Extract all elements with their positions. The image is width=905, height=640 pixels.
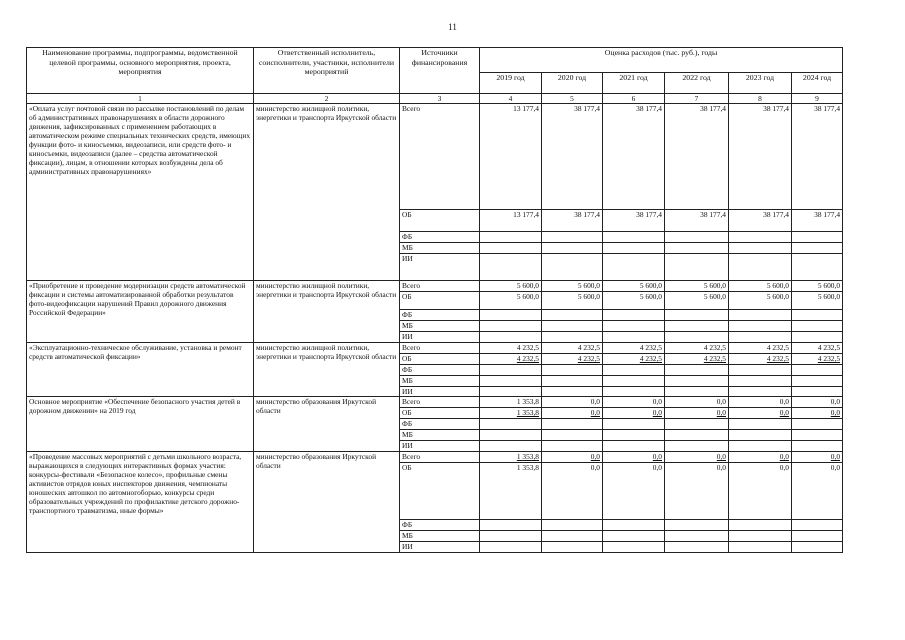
table-row <box>27 452 843 463</box>
value-cell <box>729 332 792 343</box>
value-cell: 5 600,0 <box>480 292 542 310</box>
value-cell: 1 353,8 <box>480 452 542 463</box>
value-cell <box>792 332 843 343</box>
program-name: «Проведение массовых мероприятий с детьми школьного возраста, выражающихся в следующих интерактивных формах участия: конкурсы-фестивали «Безопасное колесо», профильные смены активистов отрядов юных инспекторов движения, чемпионаты юношеских автошкол по автомногоборью, конкурсы среди образовательных учреждений по профилактике детского дорожно-транспортного травматизма, иные формы» <box>27 452 254 553</box>
value-cell: 1 353,8 <box>480 408 542 419</box>
value-cell <box>603 365 665 376</box>
funding-source: Всего <box>400 343 480 354</box>
value-cell <box>542 542 603 553</box>
value-cell: 38 177,4 <box>792 104 843 210</box>
value-cell <box>480 376 542 387</box>
value-cell: 0,0 <box>603 452 665 463</box>
value-cell <box>542 520 603 531</box>
value-cell: 38 177,4 <box>542 104 603 210</box>
value-cell <box>729 542 792 553</box>
funding-source: МБ <box>400 321 480 332</box>
value-cell <box>542 254 603 281</box>
value-cell: 0,0 <box>665 452 729 463</box>
value-cell: 0,0 <box>665 397 729 408</box>
value-cell: 5 600,0 <box>603 281 665 292</box>
value-cell <box>729 321 792 332</box>
value-cell <box>729 376 792 387</box>
value-cell <box>480 321 542 332</box>
header-sources: Источники финансирования <box>400 48 480 94</box>
value-cell <box>542 321 603 332</box>
value-cell: 0,0 <box>603 463 665 520</box>
value-cell: 5 600,0 <box>792 281 843 292</box>
value-cell <box>603 254 665 281</box>
funding-source: ФБ <box>400 365 480 376</box>
value-cell <box>729 441 792 452</box>
value-cell: 5 600,0 <box>665 281 729 292</box>
value-cell: 5 600,0 <box>729 292 792 310</box>
value-cell: 4 232,5 <box>665 343 729 354</box>
value-cell <box>603 243 665 254</box>
value-cell: 4 232,5 <box>603 354 665 365</box>
value-cell <box>665 520 729 531</box>
value-cell <box>603 376 665 387</box>
value-cell: 0,0 <box>665 463 729 520</box>
value-cell: 1 353,8 <box>480 397 542 408</box>
funding-source: МБ <box>400 376 480 387</box>
value-cell: 13 177,4 <box>480 210 542 232</box>
header-year: 2024 год <box>792 73 843 94</box>
value-cell <box>665 376 729 387</box>
funding-source: ФБ <box>400 310 480 321</box>
value-cell <box>603 310 665 321</box>
value-cell <box>480 254 542 281</box>
value-cell <box>542 310 603 321</box>
value-cell <box>792 441 843 452</box>
value-cell: 4 232,5 <box>603 343 665 354</box>
value-cell: 0,0 <box>542 408 603 419</box>
header-year: 2021 год <box>603 73 665 94</box>
value-cell <box>665 387 729 397</box>
column-number: 2 <box>254 94 400 104</box>
value-cell <box>665 310 729 321</box>
value-cell <box>542 376 603 387</box>
value-cell <box>665 332 729 343</box>
value-cell <box>729 232 792 243</box>
program-name: «Приобретение и проведение модернизации средств автоматической фиксации и системы автоматизированной обработки результатов фото-видеофиксации нарушений Правил дорожного движения Российской Федерации» <box>27 281 254 343</box>
value-cell <box>665 365 729 376</box>
value-cell <box>542 365 603 376</box>
value-cell <box>480 332 542 343</box>
value-cell <box>792 376 843 387</box>
value-cell: 13 177,4 <box>480 104 542 210</box>
value-cell <box>480 365 542 376</box>
value-cell <box>480 430 542 441</box>
value-cell <box>792 243 843 254</box>
responsible-executor: министерство жилищной политики, энергетики и транспорта Иркутской области <box>254 104 400 281</box>
value-cell <box>729 387 792 397</box>
header-year: 2022 год <box>665 73 729 94</box>
value-cell <box>665 542 729 553</box>
table-row <box>27 281 843 292</box>
value-cell: 5 600,0 <box>792 292 843 310</box>
value-cell <box>792 542 843 553</box>
value-cell: 4 232,5 <box>792 354 843 365</box>
value-cell: 0,0 <box>729 452 792 463</box>
header-responsible: Ответственный исполнитель, соисполнители, участники, исполнители мероприятий <box>254 48 400 94</box>
value-cell <box>480 542 542 553</box>
value-cell <box>542 430 603 441</box>
column-number: 5 <box>542 94 603 104</box>
funding-source: Всего <box>400 281 480 292</box>
value-cell: 0,0 <box>542 452 603 463</box>
value-cell: 5 600,0 <box>603 292 665 310</box>
value-cell <box>480 520 542 531</box>
value-cell: 4 232,5 <box>480 343 542 354</box>
value-cell <box>480 441 542 452</box>
value-cell <box>542 332 603 343</box>
value-cell: 0,0 <box>792 463 843 520</box>
value-cell: 38 177,4 <box>729 210 792 232</box>
responsible-executor: министерство образования Иркутской области <box>254 397 400 452</box>
funding-source: Всего <box>400 397 480 408</box>
value-cell <box>665 321 729 332</box>
page-number: 11 <box>448 22 457 32</box>
column-number: 8 <box>729 94 792 104</box>
value-cell: 38 177,4 <box>665 104 729 210</box>
value-cell: 1 353,8 <box>480 463 542 520</box>
funding-source: ИИ <box>400 254 480 281</box>
funding-source: ИИ <box>400 387 480 397</box>
funding-source: ФБ <box>400 232 480 243</box>
value-cell <box>792 321 843 332</box>
funding-source: МБ <box>400 430 480 441</box>
responsible-executor: министерство образования Иркутской области <box>254 452 400 553</box>
column-number: 6 <box>603 94 665 104</box>
value-cell <box>603 531 665 542</box>
value-cell <box>729 430 792 441</box>
value-cell: 0,0 <box>729 463 792 520</box>
funding-source: МБ <box>400 531 480 542</box>
value-cell <box>792 520 843 531</box>
value-cell <box>729 419 792 430</box>
value-cell <box>542 441 603 452</box>
responsible-executor: министерство жилищной политики, энергетики и транспорта Иркутской области <box>254 281 400 343</box>
value-cell: 0,0 <box>542 397 603 408</box>
table-row <box>27 104 843 210</box>
value-cell <box>603 520 665 531</box>
value-cell: 0,0 <box>603 408 665 419</box>
value-cell <box>665 430 729 441</box>
value-cell <box>729 243 792 254</box>
value-cell: 0,0 <box>729 397 792 408</box>
value-cell: 38 177,4 <box>603 104 665 210</box>
value-cell <box>665 419 729 430</box>
value-cell: 0,0 <box>792 452 843 463</box>
value-cell <box>792 254 843 281</box>
header-program: Наименование программы, подпрограммы, ведомственной целевой программы, основного мероприятия, проекта, мероприятия <box>27 48 254 94</box>
value-cell: 4 232,5 <box>729 354 792 365</box>
value-cell <box>603 232 665 243</box>
table-row <box>27 397 843 408</box>
value-cell <box>603 332 665 343</box>
value-cell: 0,0 <box>729 408 792 419</box>
value-cell: 5 600,0 <box>480 281 542 292</box>
funding-source: ФБ <box>400 520 480 531</box>
funding-source: Всего <box>400 104 480 210</box>
header-year: 2019 год <box>480 73 542 94</box>
value-cell: 38 177,4 <box>542 210 603 232</box>
value-cell <box>480 387 542 397</box>
table-row <box>27 343 843 354</box>
value-cell <box>480 232 542 243</box>
header-year: 2020 год <box>542 73 603 94</box>
budget-table <box>26 47 843 553</box>
value-cell: 4 232,5 <box>542 343 603 354</box>
value-cell: 4 232,5 <box>792 343 843 354</box>
value-cell: 4 232,5 <box>542 354 603 365</box>
value-cell <box>542 419 603 430</box>
funding-source: ОБ <box>400 210 480 232</box>
value-cell <box>665 531 729 542</box>
value-cell <box>665 254 729 281</box>
value-cell <box>480 310 542 321</box>
value-cell <box>729 310 792 321</box>
value-cell: 0,0 <box>792 397 843 408</box>
value-cell <box>792 365 843 376</box>
value-cell: 4 232,5 <box>729 343 792 354</box>
value-cell <box>603 542 665 553</box>
value-cell <box>792 531 843 542</box>
value-cell: 4 232,5 <box>480 354 542 365</box>
value-cell <box>665 441 729 452</box>
value-cell <box>729 531 792 542</box>
column-number: 1 <box>27 94 254 104</box>
value-cell <box>729 254 792 281</box>
value-cell <box>665 243 729 254</box>
value-cell <box>480 531 542 542</box>
column-number: 7 <box>665 94 729 104</box>
value-cell: 5 600,0 <box>542 281 603 292</box>
funding-source: Всего <box>400 452 480 463</box>
value-cell: 5 600,0 <box>729 281 792 292</box>
value-cell <box>542 531 603 542</box>
funding-source: ОБ <box>400 354 480 365</box>
funding-source: ФБ <box>400 419 480 430</box>
value-cell <box>792 430 843 441</box>
funding-source: МБ <box>400 243 480 254</box>
value-cell: 4 232,5 <box>665 354 729 365</box>
value-cell <box>665 232 729 243</box>
value-cell <box>603 387 665 397</box>
value-cell <box>480 243 542 254</box>
value-cell <box>603 321 665 332</box>
header-estimate: Оценка расходов (тыс. руб.), годы <box>480 48 843 73</box>
program-name: «Оплата услуг почтовой связи по рассылке постановлений по делам об административных правонарушениях в области дорожного движения, зафиксированных с применением работающих в автоматическом режиме специальных технических средств, имеющих функции фото- и киносъемки, видеозаписи, или средств фото- и киносъемки, видеозаписи (далее – средства автоматической фиксации), лицам, в отношении которых возбуждены дела об административных правонарушениях» <box>27 104 254 281</box>
value-cell <box>603 430 665 441</box>
funding-source: ОБ <box>400 408 480 419</box>
value-cell: 38 177,4 <box>729 104 792 210</box>
value-cell <box>542 243 603 254</box>
value-cell: 0,0 <box>792 408 843 419</box>
funding-source: ОБ <box>400 292 480 310</box>
header-year: 2023 год <box>729 73 792 94</box>
funding-source: ИИ <box>400 332 480 343</box>
value-cell: 0,0 <box>542 463 603 520</box>
responsible-executor: министерство жилищной политики, энергетики и транспорта Иркутской области <box>254 343 400 397</box>
funding-source: ИИ <box>400 441 480 452</box>
value-cell <box>792 232 843 243</box>
value-cell <box>603 441 665 452</box>
value-cell <box>480 419 542 430</box>
value-cell <box>792 419 843 430</box>
value-cell: 0,0 <box>603 397 665 408</box>
value-cell: 5 600,0 <box>665 292 729 310</box>
value-cell: 38 177,4 <box>665 210 729 232</box>
value-cell: 38 177,4 <box>792 210 843 232</box>
value-cell <box>542 232 603 243</box>
value-cell <box>542 387 603 397</box>
column-number: 4 <box>480 94 542 104</box>
value-cell: 5 600,0 <box>542 292 603 310</box>
value-cell <box>792 310 843 321</box>
value-cell <box>729 520 792 531</box>
program-name: Основное мероприятие «Обеспечение безопасного участия детей в дорожном движении» на 2019 год <box>27 397 254 452</box>
value-cell <box>792 387 843 397</box>
program-name: «Эксплуатационно-техническое обслуживание, установка и ремонт средств автоматической фиксации» <box>27 343 254 397</box>
value-cell: 38 177,4 <box>603 210 665 232</box>
funding-source: ОБ <box>400 463 480 520</box>
value-cell <box>603 419 665 430</box>
column-number: 9 <box>792 94 843 104</box>
value-cell: 0,0 <box>665 408 729 419</box>
column-number: 3 <box>400 94 480 104</box>
value-cell <box>729 365 792 376</box>
funding-source: ИИ <box>400 542 480 553</box>
